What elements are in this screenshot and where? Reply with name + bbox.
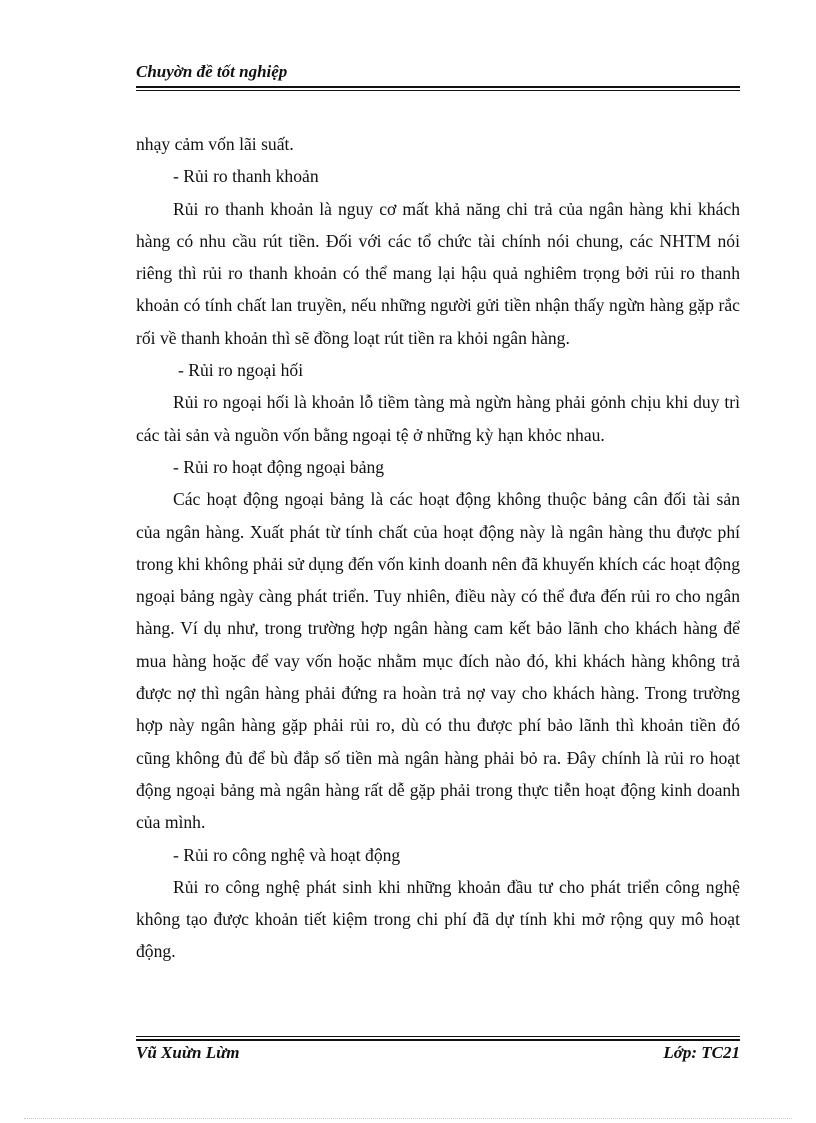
- footer-divider: [136, 1036, 740, 1041]
- page-bottom-dotted-line: [24, 1118, 792, 1119]
- page-header-title: Chuyờn đề tốt nghiệp: [136, 62, 288, 81]
- paragraph-liquidity-risk: Rủi ro thanh khoản là nguy cơ mất khả năng chi trả của ngân hàng khi khách hàng có nhu cầu rút tiền. Đối với các tổ chức tài chính nói chung, các NHTM nói riêng thì rủi ro thanh khoản có thể mang lại hậu quả nghiêm trọng bởi rủi ro thanh khoản có tính chất lan truyền, nếu những người gửi tiền nhận thấy ngừn hàng gặp rắc rối về thanh khoản thì sẽ đồng loạt rút tiền ra khỏi ngân hàng.: [136, 198, 740, 348]
- footer-class: Lớp: TC21: [663, 1043, 740, 1062]
- paragraph-continuation: nhạy cảm vốn lãi suất.: [136, 134, 294, 154]
- header-divider: [136, 86, 740, 91]
- page-footer: [136, 1042, 740, 1064]
- footer-author: Vũ Xuừn Lừm: [136, 1043, 240, 1062]
- paragraph-off-balance-risk: Các hoạt động ngoại bảng là các hoạt động không thuộc bảng cân đối tài sản của ngân hàng. Xuất phát từ tính chất của hoạt động này là ngân hàng thu được phí trong khi không phải sử dụng đến vốn kinh doanh nên đã khuyến khích các hoạt động ngoại bảng ngày càng phát triển. Tuy nhiên, điều này có thể đưa đến rủi ro cho ngân hàng. Ví dụ như, trong trường hợp ngân hàng cam kết bảo lãnh cho khách hàng để mua hàng hoặc để vay vốn hoặc nhằm mục đích nào đó, khi khách hàng không trả được nợ thì ngân hàng phải đứng ra hoàn trả nợ vay cho khách hàng. Trong trường hợp này ngân hàng gặp phải rủi ro, dù có thu được phí bảo lãnh thì khoản tiền đó cũng không đủ để bù đắp số tiền mà ngân hàng phải bỏ ra. Đây chính là rủi ro hoạt động ngoại bảng mà ngân hàng rất dễ gặp phải trong thực tiễn hoạt động kinh doanh của mình.: [136, 489, 740, 833]
- section-heading-liquidity-risk: - Rủi ro thanh khoản: [173, 166, 319, 187]
- section-heading-forex-risk: - Rủi ro ngoại hối: [178, 360, 304, 381]
- document-body: [136, 128, 740, 968]
- section-heading-technology-risk: - Rủi ro công nghệ và hoạt động: [173, 844, 401, 865]
- paragraph-forex-risk: Rủi ro ngoại hối là khoản lỗ tiềm tàng mà ngừn hàng phải gỏnh chịu khi duy trì các tài sản và nguồn vốn bằng ngoại tệ ở những kỳ hạn khỏc nhau.: [136, 392, 740, 445]
- paragraph-technology-risk: Rủi ro công nghệ phát sinh khi những khoản đầu tư cho phát triển công nghệ không tạo được khoản tiết kiệm trong chi phí đã dự tính khi mở rộng quy mô hoạt động.: [136, 876, 740, 962]
- section-heading-off-balance-risk: - Rủi ro hoạt động ngoại bảng: [173, 456, 385, 477]
